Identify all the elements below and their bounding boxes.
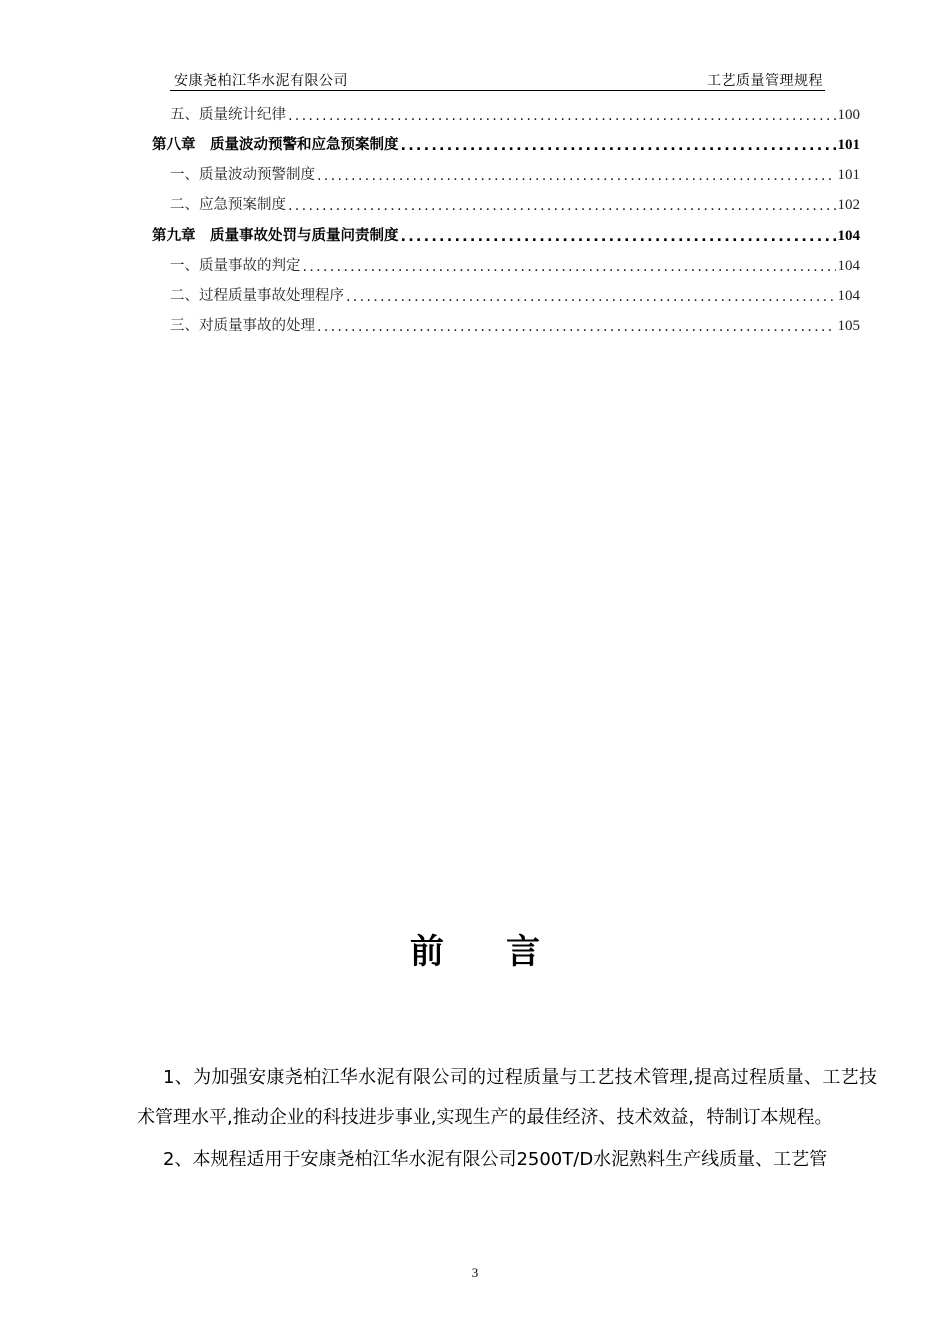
toc-entry-title: 第八章 质量波动预警和应急预案制度: [152, 137, 399, 153]
toc-entry-title: 五、质量统计纪律: [170, 107, 286, 123]
page-number: 3: [471, 1265, 479, 1280]
preface-body: [137, 1058, 877, 1182]
toc-chapter-entry[interactable]: [152, 219, 860, 245]
toc-leader-dots: [317, 319, 836, 335]
toc-entry-page: 101: [837, 137, 860, 153]
toc-leader-dots: [401, 229, 836, 245]
toc-leader-dots: [288, 198, 836, 214]
preface-heading: 前言: [410, 932, 602, 972]
toc-entry-title: 二、应急预案制度: [170, 197, 286, 213]
toc-leader-dots: [317, 168, 836, 184]
toc-entry-page: 105: [837, 318, 860, 334]
toc-chapter-entry[interactable]: [152, 128, 860, 154]
header-doc-title: 工艺质量管理规程: [707, 73, 823, 89]
toc-leader-dots: [401, 138, 836, 154]
toc-entry-title: 三、对质量事故的处理: [170, 318, 315, 334]
toc-leader-dots: [288, 108, 836, 124]
toc-leader-dots: [303, 259, 836, 275]
toc-entry-page: 100: [837, 107, 860, 123]
toc-entry-page: 104: [837, 228, 860, 244]
toc-entry-title: 一、质量事故的判定: [170, 258, 301, 274]
preface-paragraph: 1、为加强安康尧柏江华水泥有限公司的过程质量与工艺技术管理,提高过程质量、工艺技术管理水平,推动企业的科技进步事业,实现生产的最佳经济、技术效益，特制订本规程。: [137, 1067, 877, 1128]
toc-entry[interactable]: [170, 98, 860, 124]
toc-entry[interactable]: [170, 249, 860, 275]
toc-entry-page: 102: [837, 197, 860, 213]
toc-entry[interactable]: [170, 188, 860, 214]
page-header: [170, 68, 825, 91]
preface-paragraph: 2、本规程适用于安康尧柏江华水泥有限公司2500T/D水泥熟料生产线质量、工艺管: [163, 1149, 828, 1170]
toc-entry-page: 101: [837, 167, 860, 183]
toc-entry[interactable]: [170, 158, 860, 184]
toc-entry-page: 104: [837, 288, 860, 304]
toc-entry-title: 二、过程质量事故处理程序: [170, 288, 344, 304]
toc-entry-page: 104: [837, 258, 860, 274]
toc-leader-dots: [346, 289, 836, 305]
toc-entry-title: 一、质量波动预警制度: [170, 167, 315, 183]
toc-entry[interactable]: [170, 279, 860, 305]
toc-entry-title: 第九章 质量事故处罚与质量问责制度: [152, 228, 399, 244]
toc-entry[interactable]: [170, 309, 860, 335]
header-company: 安康尧柏江华水泥有限公司: [174, 73, 348, 89]
